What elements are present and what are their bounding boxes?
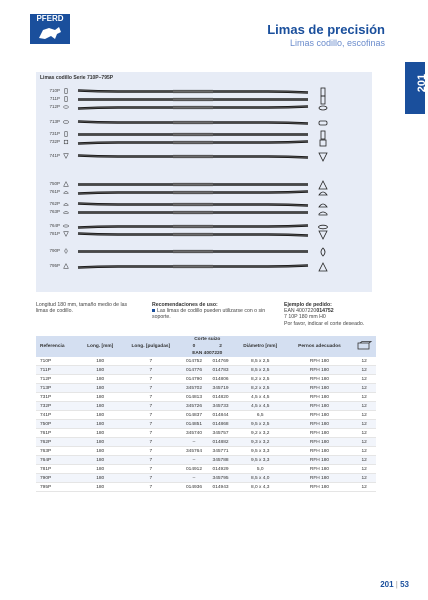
- cell-corte-2: 345719: [207, 384, 234, 393]
- order-example-title: Ejemplo de pedido:: [284, 302, 332, 308]
- cell-corte-0: 345740: [181, 429, 208, 438]
- col-diametro-header: Diámetro [mm]: [234, 336, 287, 357]
- cell-perno: RFH 180: [287, 357, 353, 366]
- order-example: [284, 302, 379, 327]
- footer-left-page: 201: [380, 580, 394, 589]
- cell-long-mm: 180: [79, 402, 120, 411]
- cell-long-in: 7: [121, 375, 181, 384]
- file-row: [38, 152, 338, 162]
- file-section-icon: [62, 248, 70, 254]
- cell-diametro: 8,5 x 2,5: [234, 366, 287, 375]
- table-row: [36, 483, 376, 492]
- cross-section-icon: [318, 230, 328, 240]
- col-pack-header: [352, 336, 376, 357]
- cell-diametro: 5,0: [234, 465, 287, 474]
- table-row: [36, 384, 376, 393]
- cell-long-in: 7: [121, 393, 181, 402]
- cell-perno: RFH 180: [287, 384, 353, 393]
- cell-perno: RFH 180: [287, 456, 353, 465]
- cell-qty: 12: [352, 429, 376, 438]
- cell-diametro: 9,2 x 3,2: [234, 429, 287, 438]
- cell-corte-0: 014790: [181, 375, 208, 384]
- cell-long-in: 7: [121, 429, 181, 438]
- table-row: [36, 402, 376, 411]
- cell-diametro: 9,5 x 2,5: [234, 420, 287, 429]
- cell-diametro: 4,5 x 4,5: [234, 402, 287, 411]
- cell-diametro: 8,5 x 2,5: [234, 357, 287, 366]
- cell-long-in: 7: [121, 411, 181, 420]
- cell-corte-2: 345771: [207, 447, 234, 456]
- file-drawing: [78, 89, 308, 94]
- file-label: 731P: [49, 131, 60, 136]
- cell-corte-2: 014929: [207, 465, 234, 474]
- cell-diametro: 8,0 x 4,3: [234, 483, 287, 492]
- file-drawing: [78, 264, 308, 269]
- cell-ref: 712P: [36, 375, 79, 384]
- cell-perno: RFH 180: [287, 429, 353, 438]
- cell-qty: 12: [352, 456, 376, 465]
- cell-diametro: 8,2 x 2,5: [234, 384, 287, 393]
- page-title: Limas de precisión: [267, 22, 385, 37]
- cell-long-in: 7: [121, 483, 181, 492]
- cross-section-icon: [318, 188, 328, 198]
- cell-long-in: 7: [121, 474, 181, 483]
- page-footer: [380, 580, 409, 589]
- cell-corte-2: 014820: [207, 393, 234, 402]
- file-label: 710P: [49, 88, 60, 93]
- cell-corte-0: 345764: [181, 447, 208, 456]
- file-label: 712P: [49, 104, 60, 109]
- col-corte-2-header: 2: [207, 343, 234, 350]
- cell-long-mm: 180: [79, 393, 120, 402]
- cell-long-mm: 180: [79, 384, 120, 393]
- cell-long-mm: 180: [79, 366, 120, 375]
- table-row: [36, 375, 376, 384]
- file-row: [38, 262, 338, 272]
- file-drawing: [78, 190, 308, 195]
- footer-separator: |: [395, 580, 398, 589]
- file-row: [38, 188, 338, 198]
- col-long-mm-header: Long. [mm]: [79, 336, 120, 357]
- cell-long-mm: 180: [79, 357, 120, 366]
- length-note: [36, 302, 131, 314]
- cell-corte-0: –: [181, 456, 208, 465]
- cell-qty: 12: [352, 366, 376, 375]
- cell-corte-2: 014943: [207, 483, 234, 492]
- file-drawing: [78, 105, 308, 110]
- cell-perno: RFH 180: [287, 411, 353, 420]
- cell-perno: RFH 180: [287, 420, 353, 429]
- table-row: [36, 366, 376, 375]
- table-row: [36, 456, 376, 465]
- cell-perno: RFH 180: [287, 375, 353, 384]
- file-row: [38, 118, 338, 128]
- cell-long-mm: 180: [79, 474, 120, 483]
- cell-long-mm: 180: [79, 429, 120, 438]
- file-label: 764P: [49, 223, 60, 228]
- cell-qty: 12: [352, 465, 376, 474]
- recommendations-title: Recomendaciones de uso:: [152, 302, 218, 308]
- cell-perno: RFH 180: [287, 447, 353, 456]
- cell-corte-2: 345788: [207, 456, 234, 465]
- file-label: 781P: [49, 231, 60, 236]
- cell-ref: 762P: [36, 438, 79, 447]
- cell-corte-0: 345726: [181, 402, 208, 411]
- cell-perno: RFH 180: [287, 393, 353, 402]
- table-row: [36, 447, 376, 456]
- file-section-icon: [62, 223, 70, 229]
- file-label: 711P: [49, 96, 60, 101]
- cross-section-icon: [318, 138, 328, 148]
- cell-perno: RFH 180: [287, 438, 353, 447]
- cell-long-mm: 180: [79, 483, 120, 492]
- pferd-logo: [30, 14, 70, 44]
- order-example-line2: 7 10P 180 mm H0: [284, 314, 326, 321]
- order-example-ean-bold: 014752: [316, 308, 334, 315]
- col-pernos-header: Pernos adecuados: [287, 336, 353, 357]
- table-row: [36, 429, 376, 438]
- file-section-icon: [62, 201, 70, 207]
- cell-long-in: 7: [121, 384, 181, 393]
- cell-corte-0: 014776: [181, 366, 208, 375]
- file-label: 762P: [49, 201, 60, 206]
- cell-corte-2: 014806: [207, 375, 234, 384]
- cell-long-in: 7: [121, 420, 181, 429]
- file-drawing: [78, 140, 308, 145]
- file-section-icon: [62, 104, 70, 110]
- file-section-icon: [62, 263, 70, 269]
- col-corte-header: Corte suizo: [181, 336, 234, 343]
- order-example-line3: Por favor, indicar el corte deseado.: [284, 320, 365, 327]
- cell-long-in: 7: [121, 402, 181, 411]
- cell-ref: 750P: [36, 420, 79, 429]
- file-section-icon: [62, 209, 70, 215]
- cell-corte-2: 345757: [207, 429, 234, 438]
- file-section-icon: [62, 88, 70, 94]
- cell-corte-0: 014837: [181, 411, 208, 420]
- cell-ref: 710P: [36, 357, 79, 366]
- file-label: 790P: [49, 248, 60, 253]
- cell-qty: 12: [352, 357, 376, 366]
- col-ean-header: EAN 4007220: [181, 350, 234, 357]
- cell-perno: RFH 180: [287, 366, 353, 375]
- cell-corte-0: 014912: [181, 465, 208, 474]
- cell-perno: RFH 180: [287, 474, 353, 483]
- cell-diametro: 9,5 x 3,3: [234, 447, 287, 456]
- cross-section-icon: [318, 103, 328, 113]
- cell-perno: RFH 180: [287, 465, 353, 474]
- file-label: 732P: [49, 139, 60, 144]
- file-section-icon: [62, 131, 70, 137]
- file-row: [38, 230, 338, 240]
- cell-ref: 790P: [36, 474, 79, 483]
- product-figure: [36, 72, 372, 292]
- cell-qty: 12: [352, 411, 376, 420]
- cell-long-in: 7: [121, 366, 181, 375]
- table-body: [36, 357, 376, 492]
- cross-section-icon: [318, 262, 328, 272]
- cell-ref: 763P: [36, 447, 79, 456]
- file-section-icon: [62, 189, 70, 195]
- cell-corte-0: –: [181, 438, 208, 447]
- cell-perno: RFH 180: [287, 402, 353, 411]
- file-row: [38, 247, 338, 257]
- cell-qty: 12: [352, 402, 376, 411]
- cross-section-icon: [318, 247, 328, 257]
- file-row: [38, 138, 338, 148]
- cell-qty: 12: [352, 438, 376, 447]
- cell-qty: 12: [352, 393, 376, 402]
- cell-perno: RFH 180: [287, 483, 353, 492]
- cell-ref: 741P: [36, 411, 79, 420]
- file-drawing: [78, 202, 308, 207]
- file-section-icon: [62, 181, 70, 187]
- file-drawing: [78, 120, 308, 125]
- horse-logo-icon: [35, 24, 65, 42]
- cell-corte-0: 014813: [181, 393, 208, 402]
- cell-long-mm: 180: [79, 465, 120, 474]
- cell-ref: 764P: [36, 456, 79, 465]
- chapter-tab: [405, 62, 428, 114]
- file-section-icon: [62, 139, 70, 145]
- file-row: [38, 103, 338, 113]
- cell-ref: 795P: [36, 483, 79, 492]
- cell-corte-2: 014844: [207, 411, 234, 420]
- cell-long-mm: 180: [79, 411, 120, 420]
- cell-long-in: 7: [121, 447, 181, 456]
- col-corte-0-header: 0: [181, 343, 208, 350]
- cell-long-in: 7: [121, 357, 181, 366]
- cell-qty: 12: [352, 375, 376, 384]
- cell-corte-2: 014882: [207, 438, 234, 447]
- cell-corte-0: 014851: [181, 420, 208, 429]
- cell-corte-2: 014783: [207, 366, 234, 375]
- logo-text: PFERD: [36, 14, 64, 23]
- file-label: 763P: [49, 209, 60, 214]
- cell-ref: 713P: [36, 384, 79, 393]
- cell-ref: 781P: [36, 465, 79, 474]
- cell-corte-0: 014752: [181, 357, 208, 366]
- cross-section-icon: [318, 118, 328, 128]
- table-row: [36, 393, 376, 402]
- cell-ref: 761P: [36, 429, 79, 438]
- file-drawing: [78, 249, 308, 254]
- cell-qty: 12: [352, 474, 376, 483]
- file-drawing: [78, 132, 308, 137]
- file-label: 741P: [49, 153, 60, 158]
- cell-qty: 12: [352, 384, 376, 393]
- cell-long-mm: 180: [79, 456, 120, 465]
- cell-qty: 12: [352, 420, 376, 429]
- cell-corte-2: 345795: [207, 474, 234, 483]
- file-label: 750P: [49, 181, 60, 186]
- file-label: 795P: [49, 263, 60, 268]
- page-subtitle: Limas codillo, escofinas: [289, 38, 385, 48]
- cell-corte-2: 345733: [207, 402, 234, 411]
- file-row: [38, 208, 338, 218]
- table-row: [36, 411, 376, 420]
- file-label: 713P: [49, 119, 60, 124]
- figure-caption: Limas codillo Serie 710P–795P: [40, 75, 114, 81]
- cell-long-mm: 180: [79, 420, 120, 429]
- cell-ref: 711P: [36, 366, 79, 375]
- cell-long-in: 7: [121, 456, 181, 465]
- file-section-icon: [62, 119, 70, 125]
- cell-corte-0: 014936: [181, 483, 208, 492]
- cell-diametro: 9,5 x 3,3: [234, 456, 287, 465]
- cell-ref: 732P: [36, 402, 79, 411]
- file-drawing: [78, 154, 308, 159]
- cell-diametro: 4,5 x 4,5: [234, 393, 287, 402]
- package-icon: [357, 341, 371, 350]
- cell-diametro: 6,5: [234, 411, 287, 420]
- file-drawing: [78, 232, 308, 237]
- file-drawing: [78, 97, 308, 102]
- footer-right-page: 53: [400, 580, 409, 589]
- cell-long-mm: 180: [79, 375, 120, 384]
- table-row: [36, 474, 376, 483]
- order-example-ean: EAN 4007220: [284, 308, 317, 315]
- cell-long-in: 7: [121, 438, 181, 447]
- recommendations-text: Las limas de codillo pueden utilizarse con o sin soporte.: [152, 308, 266, 321]
- cross-section-icon: [318, 152, 328, 162]
- file-section-icon: [62, 153, 70, 159]
- cell-diametro: 8,5 x 4,0: [234, 474, 287, 483]
- col-ref-header: Referencia: [36, 336, 79, 357]
- col-long-in-header: Long. [pulgadas]: [121, 336, 181, 357]
- cell-corte-0: 345702: [181, 384, 208, 393]
- cross-section-icon: [318, 208, 328, 218]
- table-row: [36, 465, 376, 474]
- cell-diametro: 8,2 x 2,5: [234, 375, 287, 384]
- table-row: [36, 438, 376, 447]
- cell-qty: 12: [352, 483, 376, 492]
- chapter-tab-number: 201: [416, 73, 428, 93]
- file-label: 761P: [49, 189, 60, 194]
- cell-diametro: 9,3 x 3,2: [234, 438, 287, 447]
- product-table: [36, 336, 376, 492]
- cell-corte-2: 014868: [207, 420, 234, 429]
- table-row: [36, 420, 376, 429]
- file-drawing: [78, 182, 308, 187]
- file-section-icon: [62, 96, 70, 102]
- cell-qty: 12: [352, 447, 376, 456]
- cell-long-in: 7: [121, 465, 181, 474]
- cell-long-mm: 180: [79, 438, 120, 447]
- file-drawing: [78, 224, 308, 229]
- recommendations: [152, 302, 272, 321]
- table-row: [36, 357, 376, 366]
- length-note-text: Longitud 180 mm, tamaño medio de las limas de codillo.: [36, 302, 128, 315]
- cell-long-mm: 180: [79, 447, 120, 456]
- cell-corte-0: –: [181, 474, 208, 483]
- file-section-icon: [62, 231, 70, 237]
- bullet-icon: [152, 309, 155, 312]
- file-drawing: [78, 210, 308, 215]
- cell-corte-2: 014769: [207, 357, 234, 366]
- cell-ref: 731P: [36, 393, 79, 402]
